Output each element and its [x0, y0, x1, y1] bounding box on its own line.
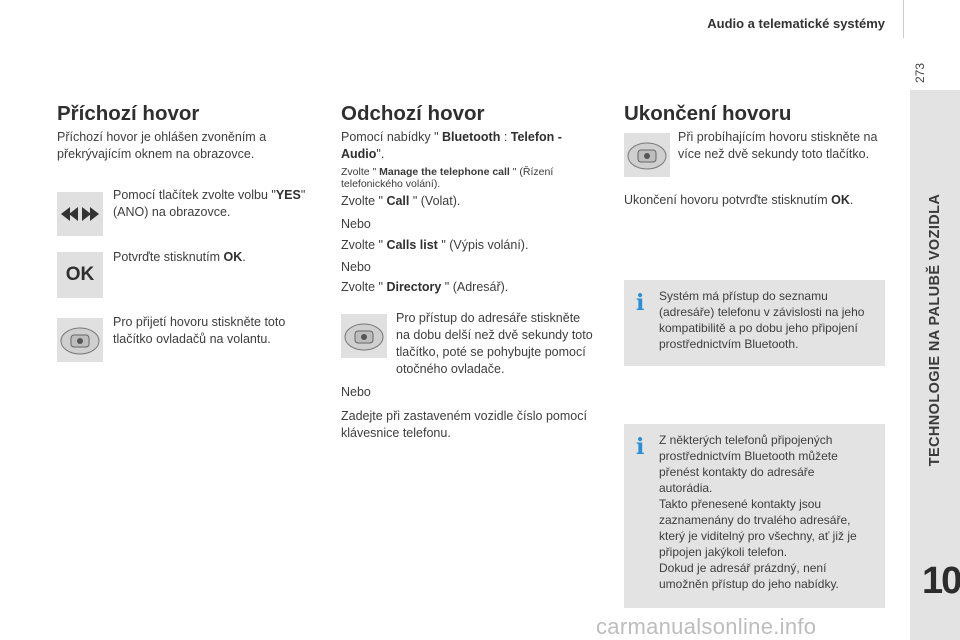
step-answer-wheel: Pro přijetí hovoru stiskněte toto tlačítko ovladačů na volantu.	[113, 315, 286, 346]
chapter-side-title: TECHNOLOGIE NA PALUBĚ VOZIDLA	[927, 193, 943, 467]
step-select-yes: Pomocí tlačítek zvolte volbu "YES" (ANO) na obrazovce.	[113, 188, 306, 219]
info-box-contacts-transfer	[624, 424, 885, 608]
page-number: 273	[913, 62, 928, 84]
step-confirm-ok: Potvrďte stisknutím OK.	[113, 250, 246, 264]
outgoing-menu-path: Pomocí nabídky " Bluetooth : Telefon - Audio".	[341, 130, 562, 161]
ok-button-icon: OK	[57, 252, 103, 298]
end-call-instruction: Při probíhajícím hovoru stiskněte na více než dvě sekundy toto tlačítko.	[678, 130, 878, 161]
heading-outgoing-call: Odchozí hovor	[341, 102, 485, 125]
steering-wheel-control-icon	[57, 318, 103, 362]
heading-end-call: Ukončení hovoru	[624, 102, 792, 125]
watermark: carmanualsonline.info	[596, 614, 817, 639]
dial-number-instruction: Zadejte při zastaveném vozidle číslo pomocí klávesnice telefonu.	[341, 409, 587, 440]
outgoing-call-option: Zvolte " Call " (Volat).	[341, 194, 461, 208]
info-box-directory-access	[624, 280, 885, 366]
end-call-confirm: Ukončení hovoru potvrďte stisknutím OK.	[624, 193, 854, 207]
or-separator-3: Nebo	[341, 385, 371, 399]
chapter-number: 10	[922, 560, 960, 602]
or-separator-1: Nebo	[341, 217, 371, 231]
info-box-text: Z některých telefonů připojených prostřednictvím Bluetooth můžete přenést kontakty do adresáře autorádia. Takto přenesené kontakty jsou zaznamenány do trvalého adresáře, který je viditelný pro všechny, ať již je připojen jakýkoli telefon. Dokud je adresář prázdný, není umožněn přístup do jeho nabídky.	[659, 433, 857, 591]
arrow-buttons-icon	[57, 192, 103, 236]
heading-incoming-call: Příchozí hovor	[57, 102, 200, 125]
steering-wheel-control-icon	[341, 314, 387, 358]
outgoing-directory-option: Zvolte " Directory " (Adresář).	[341, 280, 509, 294]
page-header-title: Audio a telematické systémy	[707, 16, 885, 31]
outgoing-manage-call: Zvolte " Manage the telephone call " (Řízení telefonického volání).	[341, 166, 554, 190]
outgoing-calls-list-option: Zvolte " Calls list " (Výpis volání).	[341, 238, 529, 252]
info-icon: i	[636, 434, 645, 460]
info-icon: i	[636, 290, 645, 316]
steering-wheel-control-icon	[624, 133, 670, 177]
incoming-intro: Příchozí hovor je ohlášen zvoněním a překrývajícím oknem na obrazovce.	[57, 130, 267, 161]
or-separator-2: Nebo	[341, 260, 371, 274]
info-box-text: Systém má přístup do seznamu (adresáře) telefonu v závislosti na jeho kompatibilitě a po dobu jeho připojení prostřednictvím Bluetooth.	[659, 289, 865, 351]
header-divider	[903, 0, 904, 38]
directory-wheel-instruction: Pro přístup do adresáře stiskněte na dobu delší než dvě sekundy toto tlačítko, poté se pohybujte pomocí otočného ovladače.	[396, 311, 593, 376]
